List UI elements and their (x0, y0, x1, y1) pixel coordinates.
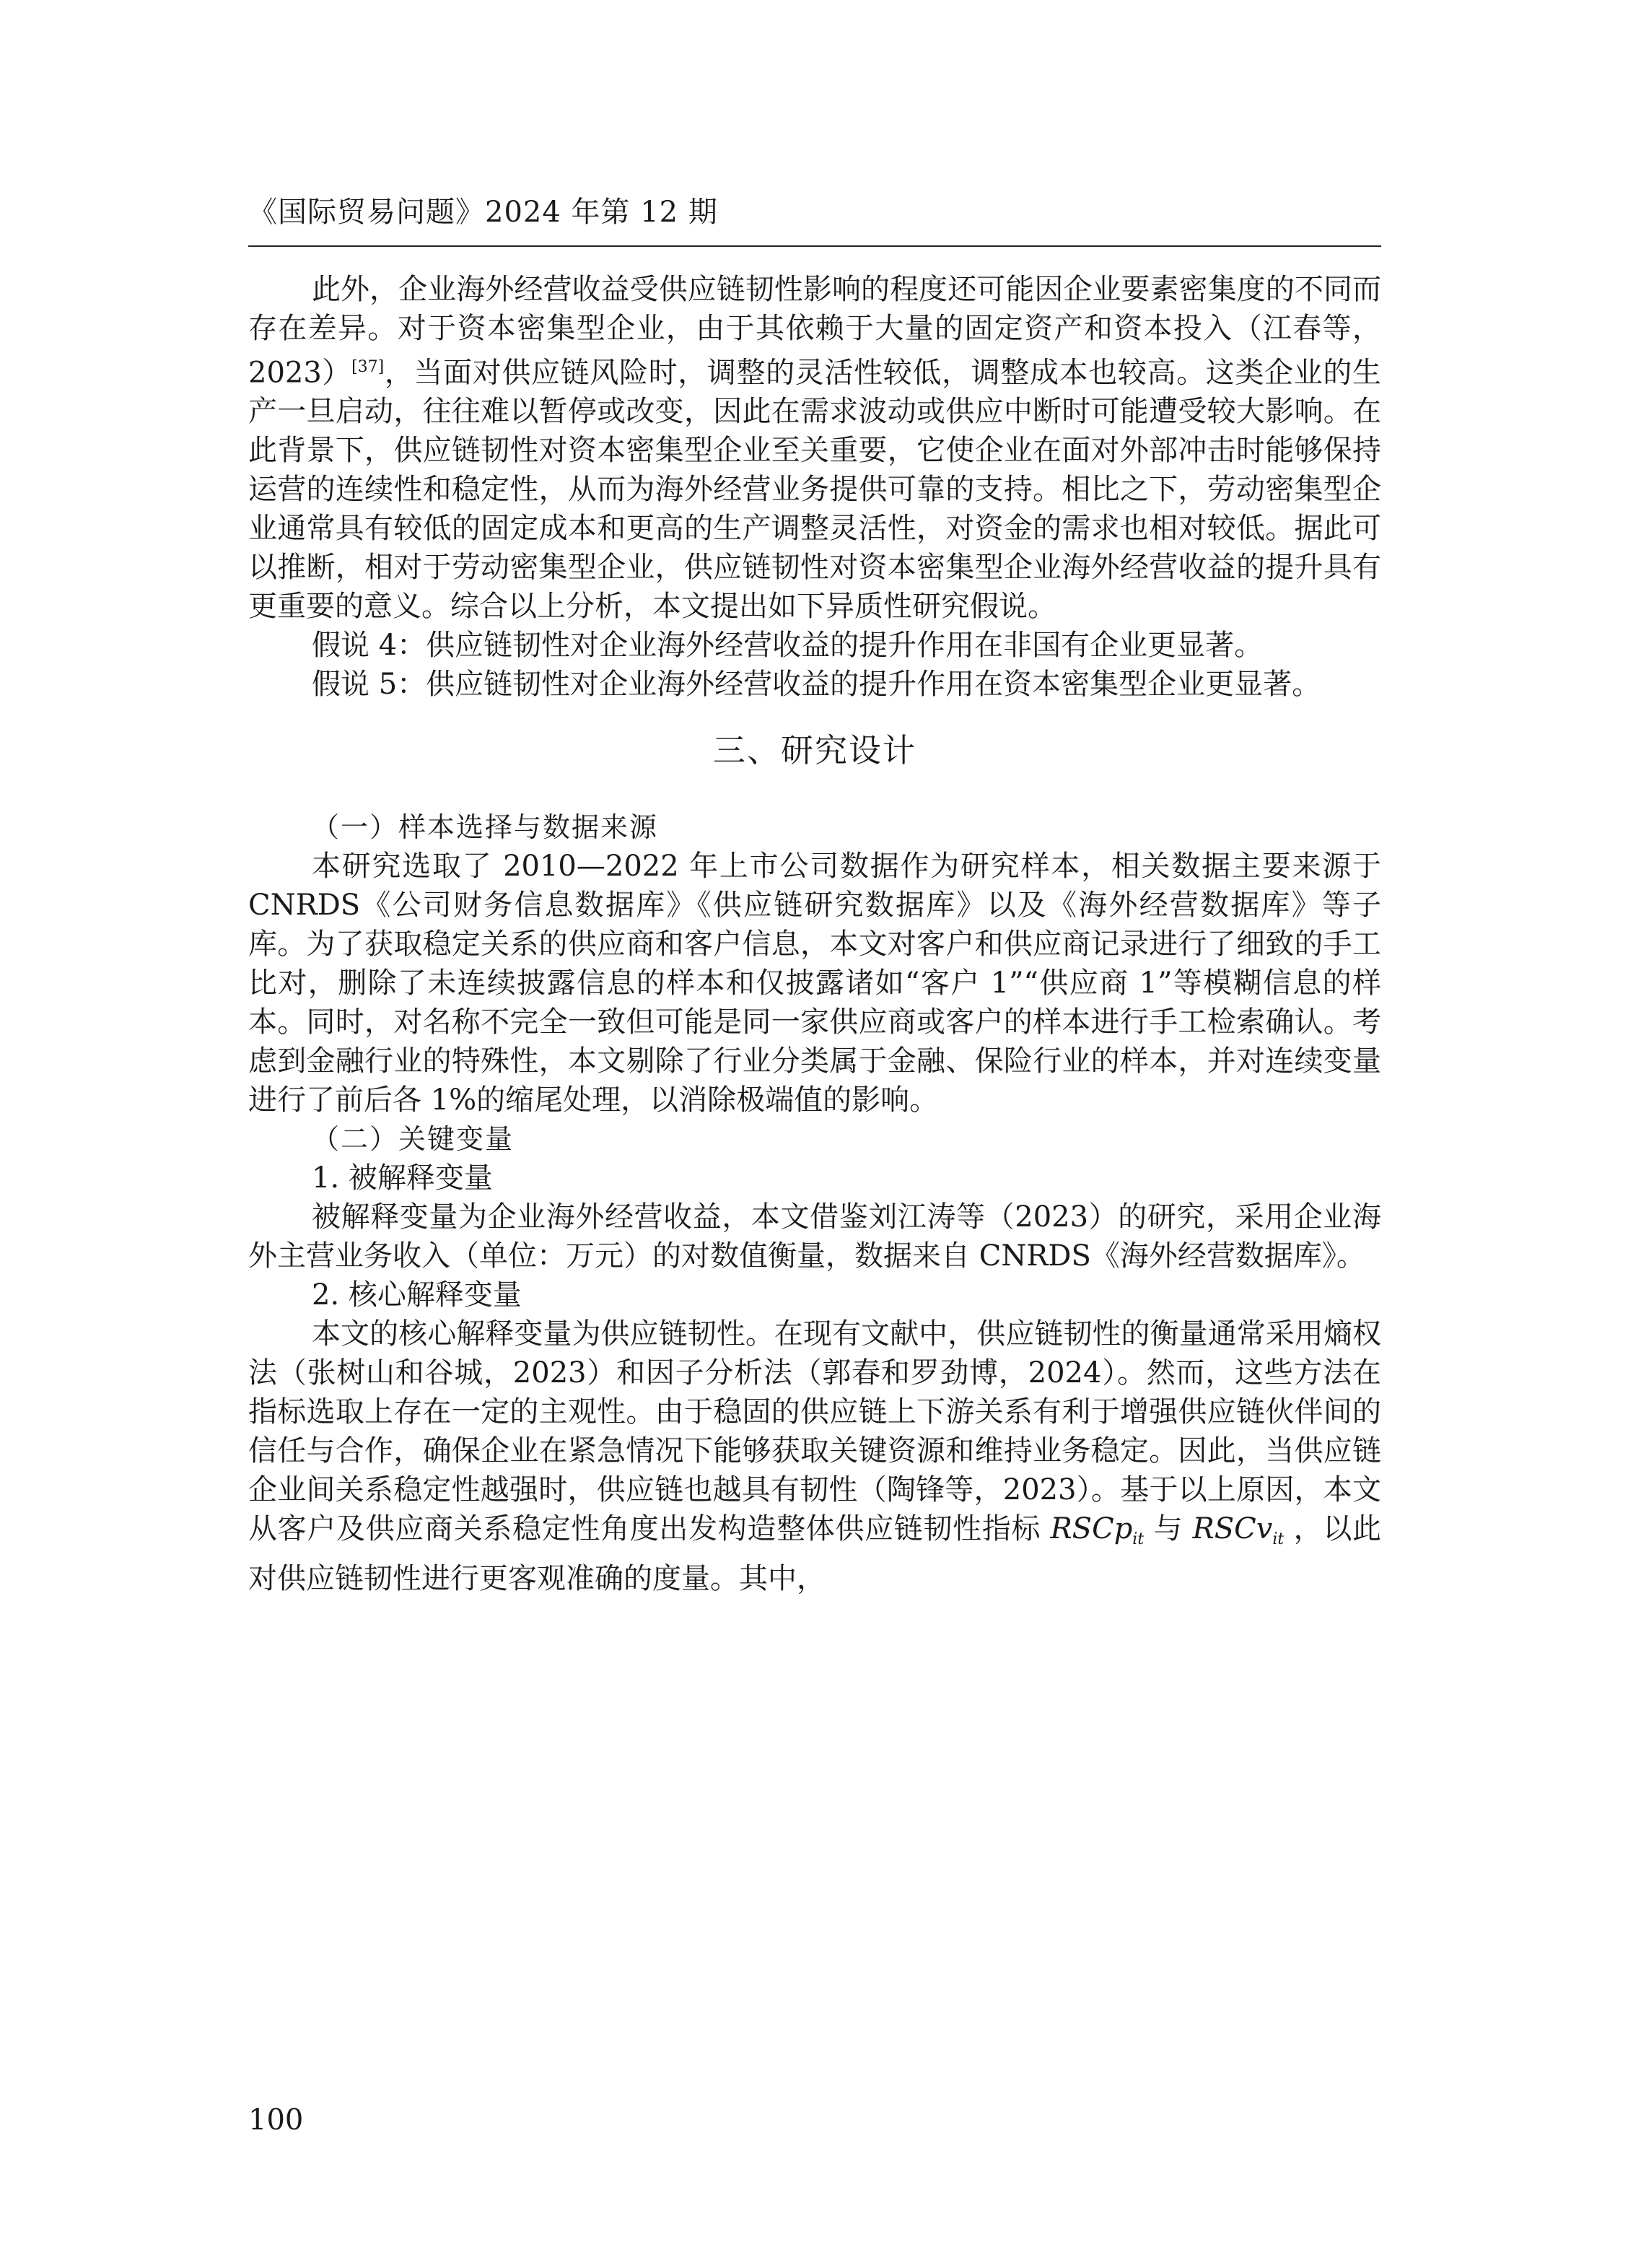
paragraph: 本研究选取了 2010—2022 年上市公司数据作为研究样本，相关数据主要来源于 CNRDS《公司财务信息数据库》《供应链研究数据库》以及《海外经营数据库》等子库。为了获取稳定关系的供应商和客户信息，本文对客户和供应商记录进行了细致的手工比对，删除了未连续披露信息的样本和仅披露诸如“客户 1”“供应商 1”等模糊信息的样本。同时，对名称不完全一致但可能是同一家供应商或客户的样本进行手工检索确认。考虑到金融行业的特殊性，本文剔除了行业分类属于金融、保险行业的样本，并对连续变量进行了前后各 1%的缩尾处理，以消除极端值的影响。 (248, 850, 1381, 1117)
hypothesis-4: 假说 4：供应链韧性对企业海外经营收益的提升作用在非国有企业更显著。 (312, 629, 1264, 663)
variable-rscv: RSCv (1192, 1512, 1273, 1546)
item-heading: 1. 被解释变量 (312, 1161, 493, 1195)
journal-header: 《国际贸易问题》2024 年第 12 期 (248, 196, 718, 229)
subsection-heading: （一）样本选择与数据来源 (312, 811, 659, 844)
paragraph: 被解释变量为企业海外经营收益，本文借鉴刘江涛等（2023）的研究，采用企业海外主营业务收入（单位：万元）的对数值衡量，数据来自 CNRDS《海外经营数据库》。 (248, 1200, 1381, 1273)
paragraph: 本文的核心解释变量为供应链韧性。在现有文献中，供应链韧性的衡量通常采用熵权法（张树山和谷城，2023）和因子分析法（郭春和罗劲博，2024）。然而，这些方法在指标选取上存在一定的主观性。由于稳固的供应链上下游关系有利于增强供应链伙伴间的信任与合作，确保企业在紧急情况下能够获取关键资源和维持业务稳定。因此，当供应链企业间关系稳定性越强时，供应链也越具有韧性（陶锋等，2023）。基于以上原因，本文从客户及供应商关系稳定性角度出发构造整体供应链韧性指标 RSCp$_{it}$ 与 RSCv$_{it}$ ，以此对供应链韧性进行更客观准确的度量。其中， (248, 1317, 1381, 1596)
page-number: 100 (248, 2103, 304, 2137)
subsection-heading: （二）关键变量 (312, 1123, 515, 1156)
hypothesis-5: 假说 5：供应链韧性对企业海外经营收益的提升作用在资本密集型企业更显著。 (312, 668, 1321, 702)
header-rule (248, 245, 1381, 247)
article-body (248, 270, 1381, 1598)
paragraph: 此外，企业海外经营收益受供应链韧性影响的程度还可能因企业要素密集度的不同而存在差异。对于资本密集型企业，由于其依赖于大量的固定资产和资本投入（江春等，2023）[37]，当面对供应链风险时，调整的灵活性较低，调整成本也较高。这类企业的生产一旦启动，往往难以暂停或改变，因此在需求波动或供应中断时可能遭受较大影响。在此背景下，供应链韧性对资本密集型企业至关重要，它使企业在面对外部冲击时能够保持运营的连续性和稳定性，从而为海外经营业务提供可靠的支持。相比之下，劳动密集型企业通常具有较低的固定成本和更高的生产调整灵活性，对资金的需求也相对较低。据此可以推断，相对于劳动密集型企业，供应链韧性对资本密集型企业海外经营收益的提升具有更重要的意义。综合以上分析，本文提出如下异质性研究假说。 (248, 273, 1382, 624)
item-heading: 2. 核心解释变量 (312, 1278, 522, 1312)
section-heading: 三、研究设计 (712, 731, 916, 770)
variable-rscp: RSCp (1050, 1512, 1133, 1546)
citation: [37] (351, 358, 385, 376)
